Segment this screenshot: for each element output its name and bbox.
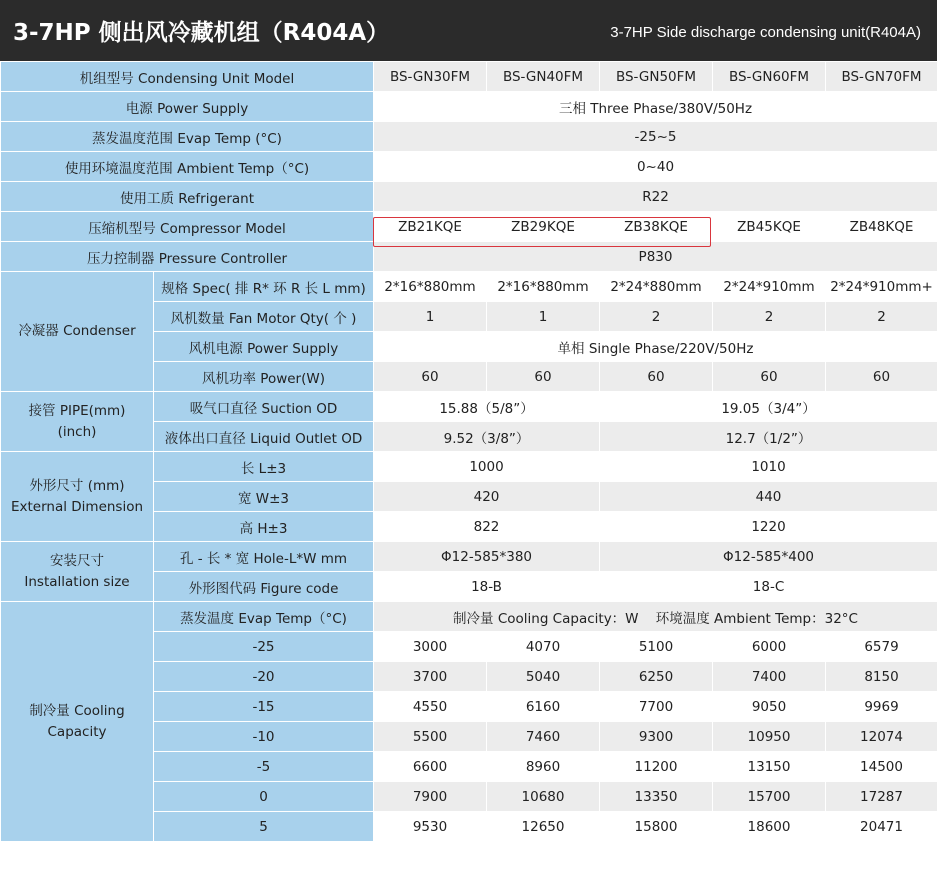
value-cell: 440 — [600, 482, 937, 512]
row-label: 吸气口直径 Suction OD — [154, 392, 374, 422]
value-cell: 1000 — [374, 452, 600, 482]
value-cell: 9300 — [600, 722, 713, 752]
row-label: -15 — [154, 692, 374, 722]
group-label-line: External Dimension — [10, 498, 144, 515]
value-cell: 2 — [826, 302, 937, 332]
row-label: 机组型号 Condensing Unit Model — [1, 62, 374, 92]
group-label-condenser: 冷凝器 Condenser — [1, 272, 154, 392]
value-cell: 2*24*880mm — [600, 272, 713, 302]
table-row — [1, 62, 937, 92]
value-cell: 5040 — [487, 662, 600, 692]
value-cell: 20471 — [826, 812, 937, 842]
row-label: 高 H±3 — [154, 512, 374, 542]
row-label: 风机功率 Power(W) — [154, 362, 374, 392]
value-cell: 8960 — [487, 752, 600, 782]
row-label: 液体出口直径 Liquid Outlet OD — [154, 422, 374, 452]
value-cell: 三相 Three Phase/380V/50Hz — [374, 92, 937, 122]
group-label-line: 制冷量 Cooling — [29, 702, 125, 719]
group-label-line: Capacity — [47, 723, 107, 740]
value-cell: P830 — [374, 242, 937, 272]
row-label: -5 — [154, 752, 374, 782]
row-label: 孔 - 长 * 宽 Hole-L*W mm — [154, 542, 374, 572]
row-label: 使用环境温度范围 Ambient Temp（°C) — [1, 152, 374, 182]
value-cell: Φ12-585*400 — [600, 542, 937, 572]
value-cell: 1 — [487, 302, 600, 332]
value-cell: 6600 — [374, 752, 487, 782]
value-cell: 18600 — [713, 812, 826, 842]
value-cell: 8150 — [826, 662, 937, 692]
model-cell: BS-GN40FM — [487, 62, 600, 92]
value-cell: 7700 — [600, 692, 713, 722]
page-subtitle: 3-7HP Side discharge condensing unit(R404A) — [610, 24, 921, 41]
value-cell: 4550 — [374, 692, 487, 722]
value-cell: 60 — [600, 362, 713, 392]
value-cell: 420 — [374, 482, 600, 512]
table-row — [1, 272, 937, 302]
value-cell: 6250 — [600, 662, 713, 692]
table-row — [1, 452, 937, 482]
value-cell: 11200 — [600, 752, 713, 782]
row-label: 外形图代码 Figure code — [154, 572, 374, 602]
compressor-cell: ZB21KQE — [374, 212, 487, 242]
row-label: -10 — [154, 722, 374, 752]
value-cell: 9.52（3/8”） — [374, 422, 600, 452]
value-cell: 15700 — [713, 782, 826, 812]
value-cell: R22 — [374, 182, 937, 212]
row-label: 压力控制器 Pressure Controller — [1, 242, 374, 272]
value-cell: 2*16*880mm — [487, 272, 600, 302]
value-cell: 7460 — [487, 722, 600, 752]
model-cell: BS-GN30FM — [374, 62, 487, 92]
value-cell: 7400 — [713, 662, 826, 692]
value-cell: 12650 — [487, 812, 600, 842]
value-cell: 0~40 — [374, 152, 937, 182]
value-cell: 2*24*910mm+ — [826, 272, 937, 302]
table-row — [1, 242, 937, 272]
row-label: -25 — [154, 632, 374, 662]
model-cell: BS-GN70FM — [826, 62, 937, 92]
value-cell: 2*16*880mm — [374, 272, 487, 302]
value-cell: 14500 — [826, 752, 937, 782]
value-cell: 5100 — [600, 632, 713, 662]
row-label: 压缩机型号 Compressor Model — [1, 212, 374, 242]
table-row — [1, 392, 937, 422]
value-cell: 60 — [713, 362, 826, 392]
value-cell: 15800 — [600, 812, 713, 842]
compressor-cell: ZB48KQE — [826, 212, 937, 242]
value-cell: 6579 — [826, 632, 937, 662]
row-label: 5 — [154, 812, 374, 842]
model-cell: BS-GN50FM — [600, 62, 713, 92]
value-cell: 3700 — [374, 662, 487, 692]
group-label-line: 安装尺寸 — [50, 552, 104, 569]
table-row — [1, 92, 937, 122]
value-cell: 13350 — [600, 782, 713, 812]
value-cell: 3000 — [374, 632, 487, 662]
row-label: 0 — [154, 782, 374, 812]
value-cell: 60 — [826, 362, 937, 392]
cooling-header: 制冷量 Cooling Capacity：W 环境温度 Ambient Temp：32°C — [374, 602, 937, 632]
value-cell: 1 — [374, 302, 487, 332]
group-label-line: 外形尺寸 (mm) — [29, 477, 125, 494]
group-label-line: 接管 PIPE(mm) — [28, 402, 126, 419]
value-cell: 19.05（3/4”） — [600, 392, 937, 422]
table-row — [1, 542, 937, 572]
value-cell: 2*24*910mm — [713, 272, 826, 302]
group-label-line: Installation size — [24, 573, 130, 590]
value-cell: 12.7（1/2”） — [600, 422, 937, 452]
value-cell: 单相 Single Phase/220V/50Hz — [374, 332, 937, 362]
group-label-pipe — [1, 392, 154, 452]
model-cell: BS-GN60FM — [713, 62, 826, 92]
value-cell: 12074 — [826, 722, 937, 752]
compressor-cell: ZB45KQE — [713, 212, 826, 242]
table-row — [1, 602, 937, 632]
value-cell: 4070 — [487, 632, 600, 662]
value-cell: 1010 — [600, 452, 937, 482]
table-row — [1, 212, 937, 242]
value-cell: 10950 — [713, 722, 826, 752]
value-cell: 9969 — [826, 692, 937, 722]
row-label: 风机数量 Fan Motor Qty( 个 ) — [154, 302, 374, 332]
value-cell: 6160 — [487, 692, 600, 722]
table-row — [1, 182, 937, 212]
value-cell: 5500 — [374, 722, 487, 752]
title-banner — [0, 0, 937, 61]
group-label-dimension — [1, 452, 154, 542]
value-cell: 9530 — [374, 812, 487, 842]
value-cell: 18-C — [600, 572, 937, 602]
value-cell: 2 — [713, 302, 826, 332]
value-cell: 60 — [374, 362, 487, 392]
row-label: 规格 Spec( 排 R* 环 R 长 L mm) — [154, 272, 374, 302]
value-cell: -25~5 — [374, 122, 937, 152]
table-row — [1, 122, 937, 152]
row-label: -20 — [154, 662, 374, 692]
value-cell: 17287 — [826, 782, 937, 812]
value-cell: 6000 — [713, 632, 826, 662]
group-label-cooling — [1, 602, 154, 842]
row-label: 蒸发温度范围 Evap Temp (°C) — [1, 122, 374, 152]
spec-table — [0, 61, 937, 842]
table-row — [1, 152, 937, 182]
value-cell: 9050 — [713, 692, 826, 722]
row-label: 蒸发温度 Evap Temp（°C) — [154, 602, 374, 632]
value-cell: 18-B — [374, 572, 600, 602]
row-label: 宽 W±3 — [154, 482, 374, 512]
compressor-cell: ZB29KQE — [487, 212, 600, 242]
value-cell: 10680 — [487, 782, 600, 812]
value-cell: Φ12-585*380 — [374, 542, 600, 572]
row-label: 长 L±3 — [154, 452, 374, 482]
row-label: 电源 Power Supply — [1, 92, 374, 122]
value-cell: 60 — [487, 362, 600, 392]
value-cell: 822 — [374, 512, 600, 542]
value-cell: 1220 — [600, 512, 937, 542]
value-cell: 7900 — [374, 782, 487, 812]
row-label: 使用工质 Refrigerant — [1, 182, 374, 212]
value-cell: 15.88（5/8”） — [374, 392, 600, 422]
compressor-cell: ZB38KQE — [600, 212, 713, 242]
row-label: 风机电源 Power Supply — [154, 332, 374, 362]
value-cell: 13150 — [713, 752, 826, 782]
group-label-installation — [1, 542, 154, 602]
page-title: 3-7HP 侧出风冷藏机组（R404A） — [13, 20, 390, 46]
group-label-line: (inch) — [57, 423, 97, 440]
value-cell: 2 — [600, 302, 713, 332]
